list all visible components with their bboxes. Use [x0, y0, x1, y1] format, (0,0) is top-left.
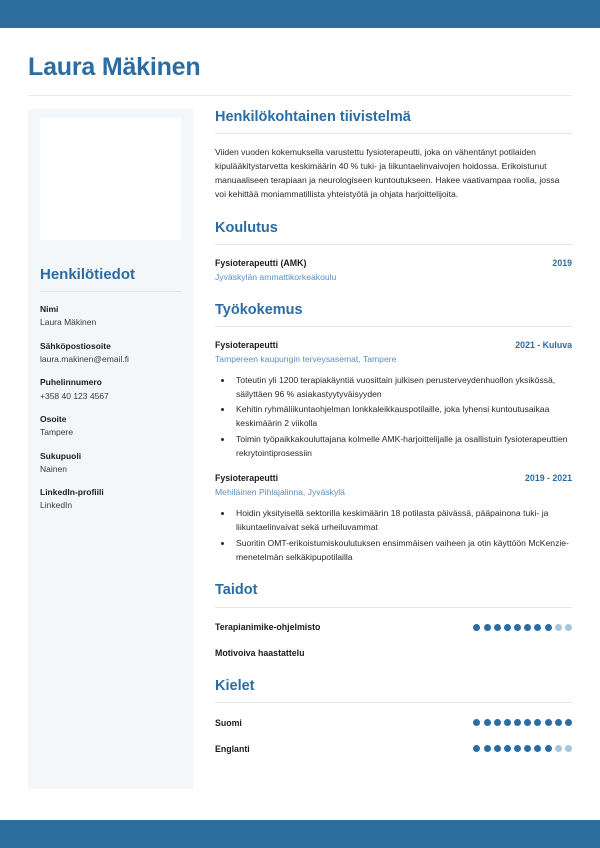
contact-field-label: Nimi	[40, 304, 59, 314]
contact-field	[40, 303, 181, 329]
sidebar-divider	[40, 291, 181, 292]
entry-header	[215, 340, 572, 350]
rating-label: Terapianimike-ohjelmisto	[215, 622, 321, 633]
rating-label: Suomi	[215, 717, 242, 728]
section-experience	[215, 302, 572, 565]
entry-bullet: • Kehitin ryhmäliikuntaohjelman lonkkaleikkauspotilaille, joka lyhensi kuntoutusaikaa keskimäärin 2 viikolla	[233, 403, 572, 431]
rating-dot-empty	[565, 745, 572, 752]
resume-content	[0, 28, 600, 820]
rating-row	[215, 647, 572, 660]
rating-dot-filled	[545, 624, 552, 631]
rating-dot-filled	[473, 745, 480, 752]
rating-dot-filled	[514, 745, 521, 752]
section-title-languages: Kielet	[215, 677, 255, 694]
rating-dot-filled	[524, 719, 531, 726]
contact-field	[40, 450, 181, 476]
contact-field-label: Osoite	[40, 413, 67, 424]
contact-field-value: Laura Mäkinen	[40, 317, 97, 328]
section-title-skills: Taidot	[215, 582, 258, 599]
rating-dot-filled	[545, 745, 552, 752]
contact-field-value: laura.makinen@email.fi	[40, 353, 129, 364]
section-title-education: Koulutus	[215, 220, 278, 237]
entry-date: 2021 - Kuluva	[515, 339, 572, 350]
section-languages	[215, 678, 572, 755]
entry-bullet: • Hoidin yksityisellä sektorilla keskimäärin 18 potilasta päivässä, pääpainona tuki- ja liikuntaelinvaivat sekä urheiluvammat	[233, 507, 572, 535]
sidebar	[28, 109, 193, 789]
section-divider	[215, 326, 572, 327]
entry-header	[215, 258, 572, 268]
rating-dot-filled	[494, 745, 501, 752]
entry-bullet: • Toteutin yli 1200 terapiakäyntiä vuosittain julkisen perusterveydenhuollon yksikössä, säilyttäen 96 % asiakastyytyväisyyden	[233, 374, 572, 402]
summary-text: Viiden vuoden kokemuksella varustettu fysioterapeutti, joka on vähentänyt potilaiden kipulääkitystarvetta keskimäärin 40 % tuki- ja liikuntaelinvaivojen hoidossa. Erikoistunut manuaaliseen terapiaan ja neurologiseen kuntoutukseen. Hakee vaativampaa roolia, jossa voi kehittää moniammatillista yhteistyötä ja ohjata harjoittelijoita.	[215, 147, 560, 200]
section-summary	[215, 109, 572, 202]
contact-field-label: Puhelinnumero	[40, 377, 102, 388]
header-bar	[0, 0, 600, 28]
contact-field	[40, 376, 181, 402]
contact-field-label: LinkedIn-profiili	[40, 487, 104, 498]
sidebar-title: Henkilötiedot	[40, 266, 136, 283]
profile-photo-placeholder	[40, 118, 181, 240]
contact-fields	[40, 303, 181, 512]
rating-dot-filled	[524, 745, 531, 752]
rating-label: Englanti	[215, 743, 250, 754]
rating-dot-empty	[565, 624, 572, 631]
rating-row	[215, 742, 572, 755]
section-skills	[215, 582, 572, 659]
skill-rows	[215, 621, 572, 660]
entry-organization: Jyväskylän ammattikorkeakoulu	[215, 272, 337, 283]
rating-dot-filled	[504, 745, 511, 752]
contact-field-value: +358 40 123 4567	[40, 390, 109, 401]
entry-organization: Mehiläinen Pihlajalinna, Jyväskylä	[215, 487, 345, 498]
entry-role: Fysioterapeutti (AMK)	[215, 258, 307, 269]
entry-role: Fysioterapeutti	[215, 473, 279, 484]
rating-dot-filled	[545, 719, 552, 726]
entry-bullet: • Toimin työpaikkakouluttajana kolmelle AMK-harjoittelijalle ja osallistuin fysioterapeuttien rekrytointiprosessiin	[233, 433, 572, 461]
contact-field-value: Nainen	[40, 463, 67, 474]
rating-dot-filled	[514, 624, 521, 631]
entry	[215, 340, 572, 461]
rating-dot-filled	[494, 719, 501, 726]
entry-bullet: • Suoritin OMT-erikoistumiskoulutuksen ensimmäisen vaiheen ja otin käyttöön McKenzie-menetelmän selkäkipupotilailla	[233, 537, 572, 565]
contact-field	[40, 486, 181, 512]
entry-header	[215, 473, 572, 483]
rating-row	[215, 621, 572, 634]
entry-bullets	[215, 374, 572, 461]
section-title-experience: Työkokemus	[215, 301, 303, 318]
rating-dot-filled	[524, 624, 531, 631]
entry-bullets	[215, 507, 572, 564]
rating-dot-empty	[555, 624, 562, 631]
section-title-summary: Henkilökohtainen tiivistelmä	[215, 109, 411, 125]
contact-field-label: Sukupuoli	[40, 450, 82, 461]
entry-date: 2019	[552, 258, 572, 269]
section-divider	[215, 133, 572, 134]
section-divider	[215, 607, 572, 608]
footer-bar	[0, 820, 600, 848]
section-divider	[215, 702, 572, 703]
name-header	[28, 28, 572, 96]
section-education	[215, 220, 572, 283]
rating-dot-filled	[504, 624, 511, 631]
contact-field	[40, 413, 181, 439]
contact-field-value: Tampere	[40, 427, 74, 438]
page-title: Laura Mäkinen	[28, 53, 201, 81]
name-divider	[28, 95, 572, 96]
contact-field-label: Sähköpostiosoite	[40, 340, 111, 351]
main-column	[193, 109, 572, 760]
rating-dot-filled	[534, 624, 541, 631]
rating-dot-filled	[484, 719, 491, 726]
entry-date: 2019 - 2021	[525, 473, 572, 484]
entry	[215, 473, 572, 564]
rating-dot-filled	[555, 719, 562, 726]
rating-label: Motivoiva haastattelu	[215, 648, 305, 659]
rating-dot-filled	[473, 624, 480, 631]
contact-field	[40, 340, 181, 366]
experience-entries	[215, 340, 572, 565]
rating-dot-filled	[534, 719, 541, 726]
rating-dot-filled	[473, 719, 480, 726]
entry	[215, 258, 572, 283]
rating-row	[215, 716, 572, 729]
rating-dot-filled	[504, 719, 511, 726]
rating-dots	[473, 719, 572, 726]
entry-role: Fysioterapeutti	[215, 339, 279, 350]
rating-dot-filled	[514, 719, 521, 726]
entry-organization: Tampereen kaupungin terveysasemat, Tampere	[215, 353, 397, 364]
rating-dot-filled	[494, 624, 501, 631]
rating-dot-filled	[534, 745, 541, 752]
rating-dots	[473, 624, 572, 631]
body-columns	[28, 109, 572, 789]
education-entries	[215, 258, 572, 283]
rating-dots	[473, 745, 572, 752]
rating-dot-filled	[484, 624, 491, 631]
rating-dot-empty	[555, 745, 562, 752]
rating-dot-filled	[565, 719, 572, 726]
rating-dot-filled	[484, 745, 491, 752]
section-divider	[215, 244, 572, 245]
contact-field-value: LinkedIn	[40, 500, 73, 511]
language-rows	[215, 716, 572, 755]
